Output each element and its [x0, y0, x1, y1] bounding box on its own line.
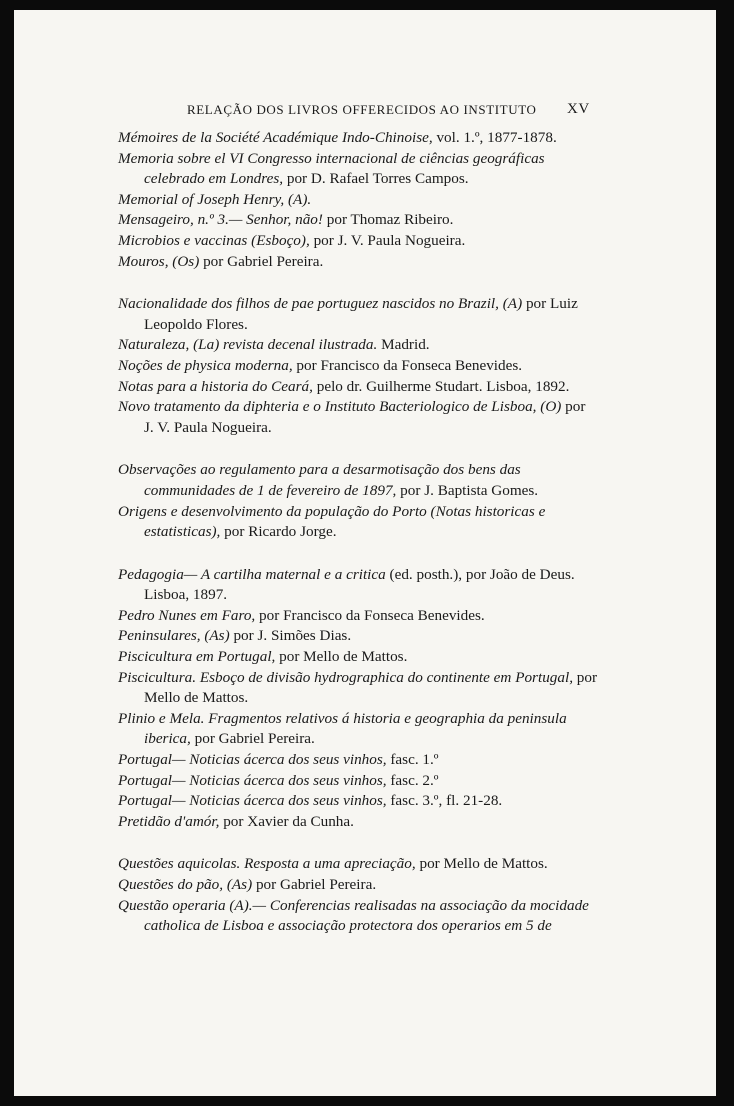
list-item: Questões do pão, (As) por Gabriel Pereira.	[118, 876, 377, 893]
list-item: Pedro Nunes em Faro, por Francisco da Fonseca Benevides.	[118, 606, 485, 624]
list-item: Questões aquicolas. Resposta a uma apreciação, por Mello de Mattos.	[118, 855, 548, 873]
list-item: Portugal— Noticias ácerca dos seus vinhos, fasc. 3.º, fl. 21-28.	[118, 792, 503, 810]
list-item: Nacionalidade dos filhos de pae portuguez nascidos no Brazil, (A) por Luiz Leopoldo Flores.	[118, 295, 578, 333]
document-page	[14, 10, 716, 1096]
list-item: Mensageiro, n.º 3.— Senhor, não! por Thomaz Ribeiro.	[118, 211, 454, 229]
list-item: Memorial of Joseph Henry, (A).	[118, 190, 312, 208]
list-item: Piscicultura. Esboço de divisão hydrographica do continente em Portugal, por Mello de Mattos.	[118, 668, 598, 707]
page-number: XV	[567, 101, 590, 117]
list-item: Peninsulares, (As) por J. Simões Dias.	[118, 627, 352, 645]
list-item: Plinio e Mela. Fragmentos relativos á historia e geographia da peninsula iberica, por Gabriel Pereira.	[118, 709, 567, 748]
list-item: Portugal— Noticias ácerca dos seus vinhos, fasc. 2.º	[118, 771, 439, 789]
section-gap	[118, 543, 598, 565]
list-item: Naturaleza, (La) revista decenal ilustrada. Madrid.	[118, 336, 430, 354]
section-gap	[118, 438, 598, 460]
list-item: Pedagogia— A cartilha maternal e a critica (ed. posth.), por João de Deus. Lisboa, 1897.	[118, 565, 575, 604]
header-title: RELAÇÃO DOS LIVROS OFFERECIDOS AO INSTITUTO	[187, 102, 537, 117]
book-list	[118, 128, 598, 937]
list-item: Pretidão d'amór, por Xavier da Cunha.	[118, 812, 354, 830]
section-gap	[118, 832, 598, 854]
list-item: Questão operaria (A).— Conferencias realisadas na associação da mocidade catholica de Lisboa e associação protectora dos operarios em 5 de	[118, 896, 589, 935]
section-gap	[118, 272, 598, 294]
list-item: Noções de physica moderna, por Francisco da Fonseca Benevides.	[118, 356, 523, 374]
list-item: Microbios e vaccinas (Esboço), por J. V. Paula Nogueira.	[118, 231, 466, 249]
list-item: Portugal— Noticias ácerca dos seus vinhos, fasc. 1.º	[118, 751, 439, 769]
list-item: Novo tratamento da diphteria e o Instituto Bacteriologico de Lisboa, (O) por J. V. Paula Nogueira.	[118, 398, 586, 436]
list-item: Mouros, (Os) por Gabriel Pereira.	[118, 252, 324, 270]
list-item: Piscicultura em Portugal, por Mello de Mattos.	[118, 648, 408, 666]
list-item: Observações ao regulamento para a desarmotisação dos bens das communidades de 1 de fevereiro de 1897, por J. Baptista Gomes.	[118, 461, 539, 499]
list-item: Memoria sobre el VI Congresso internacional de ciências geográficas celebrado em Londres, por D. Rafael Torres Campos.	[118, 149, 545, 188]
list-item: Notas para a historia do Ceará, pelo dr. Guilherme Studart. Lisboa, 1892.	[118, 377, 570, 395]
running-header	[14, 102, 716, 122]
list-item: Origens e desenvolvimento da população do Porto (Notas historicas e estatisticas), por Ricardo Jorge.	[118, 502, 546, 541]
list-item: Mémoires de la Société Académique Indo-Chinoise, vol. 1.º, 1877-1878.	[118, 129, 557, 146]
